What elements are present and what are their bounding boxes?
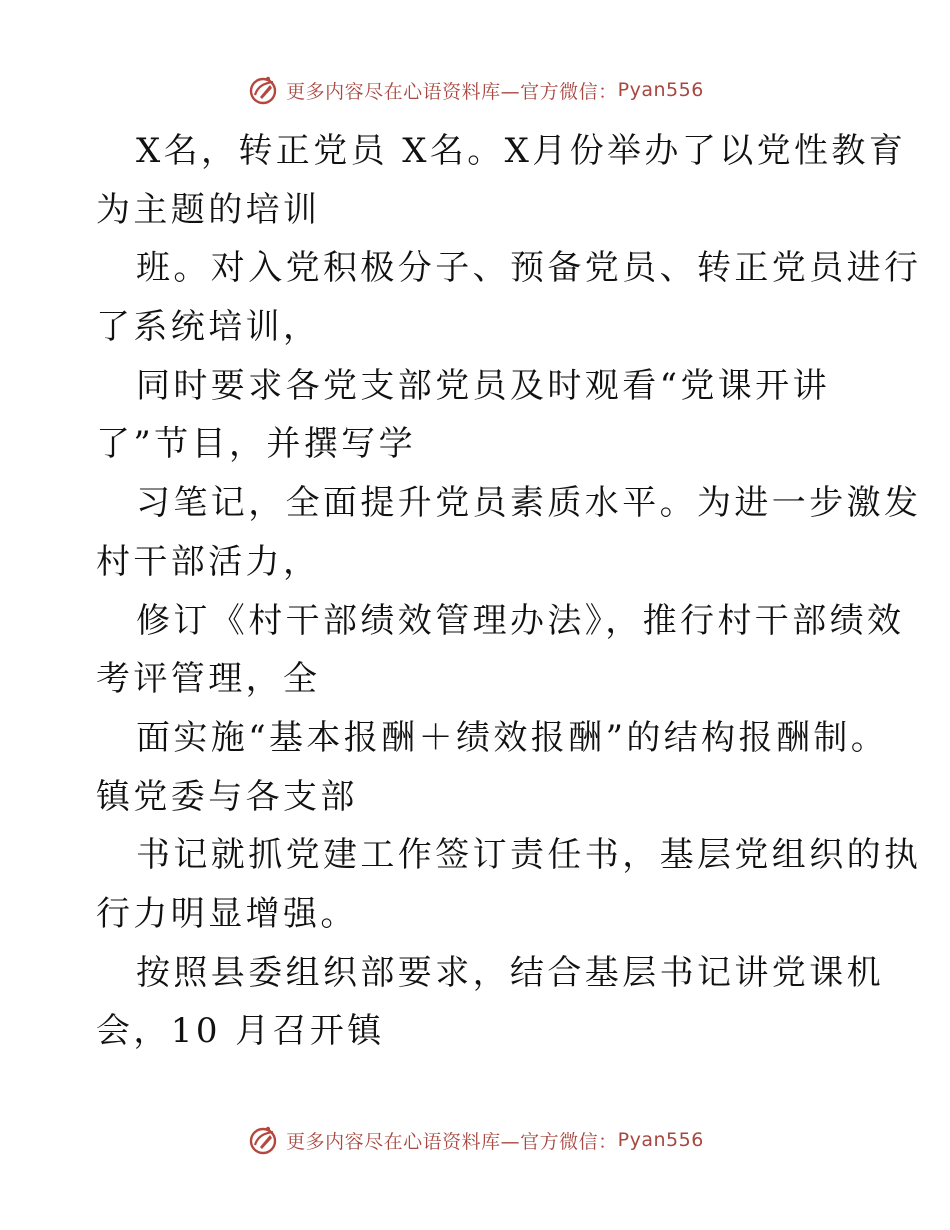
text-line: X名，转正党员 X名。X月份举办了以党性教育 — [136, 131, 907, 171]
text-line: 考评管理，全 — [96, 659, 321, 700]
text-line: 书记就抓党建工作签订责任书，基层党组织的执 — [136, 835, 922, 876]
text-line: 习笔记，全面提升党员素质水平。为进一步激发 — [136, 483, 922, 524]
pen-nib-swirl-icon — [246, 1123, 280, 1157]
text-line: 了”节目，并撰写学 — [96, 424, 416, 465]
watermark-text: 更多内容尽在心语资料库—官方微信： — [286, 80, 618, 103]
text-line: 会，10 月召开镇 — [96, 1011, 385, 1052]
text-line: 村干部活力， — [96, 541, 321, 582]
text-line: 了系统培训， — [96, 307, 321, 348]
watermark-account: Pyan556 — [617, 79, 704, 101]
watermark-text: 更多内容尽在心语资料库—官方微信： — [286, 1130, 618, 1153]
text-line: 同时要求各党支部党员及时观看“党课开讲 — [136, 365, 830, 406]
document-body — [96, 122, 922, 1061]
watermark-account: Pyan556 — [617, 1129, 704, 1151]
header-watermark — [0, 72, 950, 108]
text-line: 镇党委与各支部 — [96, 776, 358, 817]
text-line: 按照县委组织部要求，结合基层书记讲党课机 — [136, 952, 884, 993]
text-line: 修订《村干部绩效管理办法》，推行村干部绩效 — [136, 600, 905, 641]
pen-nib-swirl-icon — [246, 73, 280, 107]
text-line: 面实施“基本报酬＋绩效报酬”的结构报酬制。 — [136, 717, 889, 758]
footer-watermark — [0, 1122, 950, 1158]
text-line: 为主题的培训 — [96, 189, 321, 230]
text-line: 行力明显增强。 — [96, 893, 358, 934]
text-line: 班。对入党积极分子、预备党员、转正党员进行 — [136, 248, 922, 289]
